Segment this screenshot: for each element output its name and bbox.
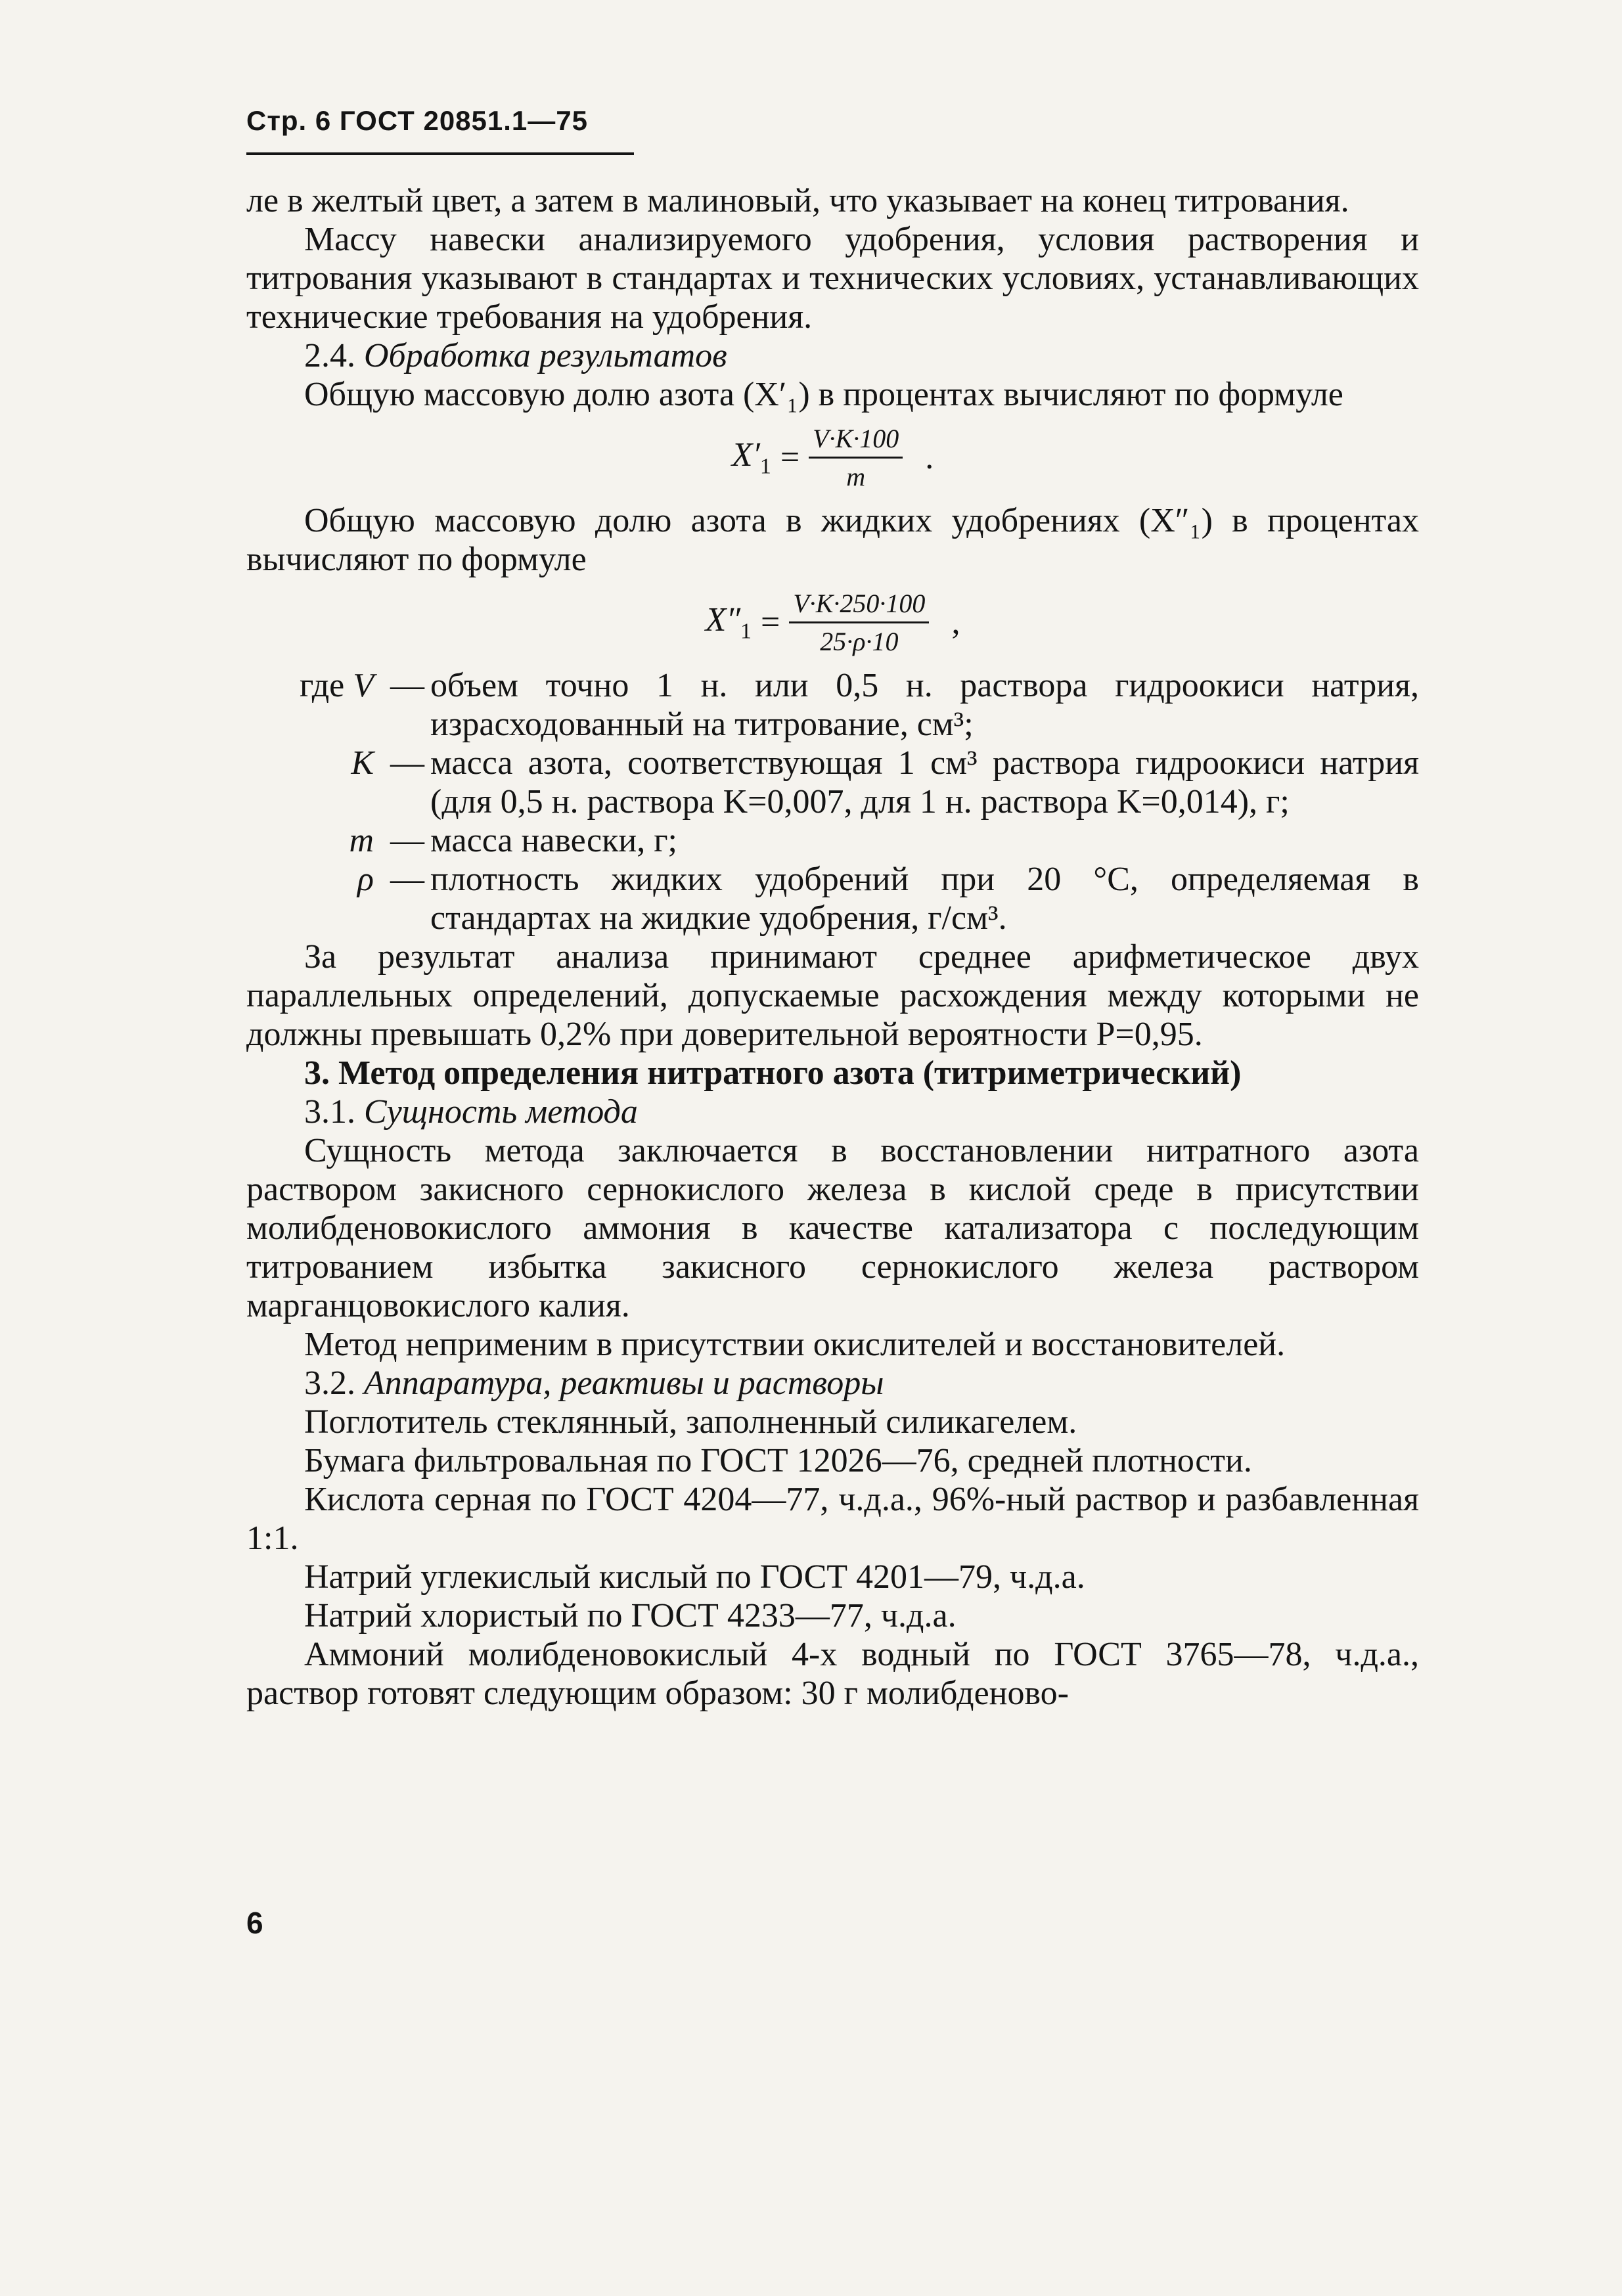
- definition-K: [246, 744, 1419, 821]
- section-2-4-number: 2.4.: [304, 337, 355, 374]
- formula-1-equals: =: [780, 439, 800, 476]
- definition-dash: —: [390, 744, 424, 782]
- section-3-heading: 3. Метод определения нитратного азота (титриметрический): [304, 1054, 1242, 1092]
- section-3-1-title: Сущность метода: [364, 1093, 638, 1131]
- definition-symbol: где V: [299, 667, 374, 704]
- definition-V: [246, 666, 1419, 744]
- section-3-2-title: Аппаратура, реактивы и растворы: [364, 1364, 884, 1402]
- formula-1-trail: .: [925, 439, 934, 476]
- section-3-2-number: 3.2.: [304, 1364, 355, 1402]
- paragraph-10: Кислота серная по ГОСТ 4204—77, ч.д.а., 96%-ный раствор и разбавленная 1:1.: [246, 1481, 1419, 1557]
- definition-symbol: m: [349, 822, 374, 859]
- definition-text: плотность жидких удобрений при 20 °C, определяемая в стандартах на жидкие удобрения, г/см³.: [430, 861, 1419, 937]
- formula-2-trail: ,: [951, 604, 960, 641]
- paragraph-13: Аммоний молибденовокислый 4-х водный по ГОСТ 3765—78, ч.д.а., раствор готовят следующим образом: 30 г молибденово-: [246, 1636, 1419, 1712]
- paragraph-9: Бумага фильтровальная по ГОСТ 12026—76, средней плотности.: [304, 1442, 1252, 1479]
- formula-1-denominator: m: [846, 462, 866, 491]
- paragraph-8: Поглотитель стеклянный, заполненный силикагелем.: [304, 1403, 1077, 1441]
- definition-m: [246, 821, 1419, 860]
- paragraph-11: Натрий углекислый кислый по ГОСТ 4201—79, ч.д.а.: [304, 1558, 1085, 1596]
- formula-liquid-nitrogen: [246, 588, 1419, 657]
- definition-rho: [246, 860, 1419, 937]
- definition-text: масса азота, соответствующая 1 см³ раствора гидроокиси натрия (для 0,5 н. раствора K=0,007, для 1 н. раствора K=0,014), г;: [430, 744, 1419, 821]
- page-number: 6: [246, 1906, 263, 1940]
- section-3-1-number: 3.1.: [304, 1093, 355, 1131]
- section-3-2-heading: [246, 1364, 1419, 1403]
- page-header: Стр. 6 ГОСТ 20851.1—75: [246, 105, 634, 155]
- section-3-1-heading: [246, 1092, 1419, 1131]
- paragraph-12: Натрий хлористый по ГОСТ 4233—77, ч.д.а.: [304, 1597, 957, 1634]
- definition-dash: —: [390, 667, 424, 704]
- formula-total-nitrogen: [246, 423, 1419, 492]
- definition-text: объем точно 1 н. или 0,5 н. раствора гидроокиси натрия, израсходованный на титрование, см³;: [430, 667, 1419, 743]
- section-2-4-title: Обработка результатов: [364, 337, 727, 374]
- definitions-list: [246, 666, 1419, 937]
- paragraph-5: За результат анализа принимают среднее арифметическое двух параллельных определений, допускаемые расхождения между которыми не должны превышать 0,2% при доверительной вероятности P=0,95.: [246, 938, 1419, 1053]
- definition-dash: —: [390, 861, 424, 898]
- paragraph-6: Сущность метода заключается в восстановлении нитратного азота раствором закисного сернокислого железа в кислой среде в присутствии молибденовокислого аммония в качестве катализатора с последующим титрованием избытка закисного сернокислого железа раствором марганцовокислого калия.: [246, 1132, 1419, 1324]
- formula-2-lhs: $X''_1$: [705, 601, 752, 644]
- formula-2-denominator: 25·ρ·10: [820, 627, 899, 656]
- definition-text: масса навески, г;: [430, 822, 677, 859]
- paragraph-4: Общую массовую долю азота в жидких удобрениях (X″₁) в процентах вычисляют по формуле: [246, 502, 1419, 578]
- definition-dash: —: [390, 822, 424, 859]
- formula-1-lhs: $X'_1$: [731, 436, 771, 479]
- paragraph-2: Массу навески анализируемого удобрения, условия растворения и титрования указывают в стандартах и технических условиях, устанавливающих технические требования на удобрения.: [246, 221, 1419, 336]
- formula-2-numerator: V·K·250·100: [789, 588, 929, 623]
- formula-2-equals: =: [760, 604, 780, 641]
- formula-2-fraction: [789, 588, 929, 657]
- definition-symbol: K: [351, 744, 374, 782]
- formula-1-fraction: [809, 423, 903, 492]
- formula-1-numerator: V·K·100: [809, 423, 903, 459]
- section-2-4-heading: [246, 336, 1419, 375]
- document-page: [246, 105, 1419, 1713]
- definition-symbol: ρ: [357, 861, 374, 898]
- paragraph-3: Общую массовую долю азота (X′₁) в процентах вычисляют по формуле: [304, 376, 1343, 413]
- paragraph-7: Метод неприменим в присутствии окислителей и восстановителей.: [304, 1326, 1286, 1363]
- paragraph-1: ле в желтый цвет, а затем в малиновый, что указывает на конец титрования.: [246, 182, 1349, 219]
